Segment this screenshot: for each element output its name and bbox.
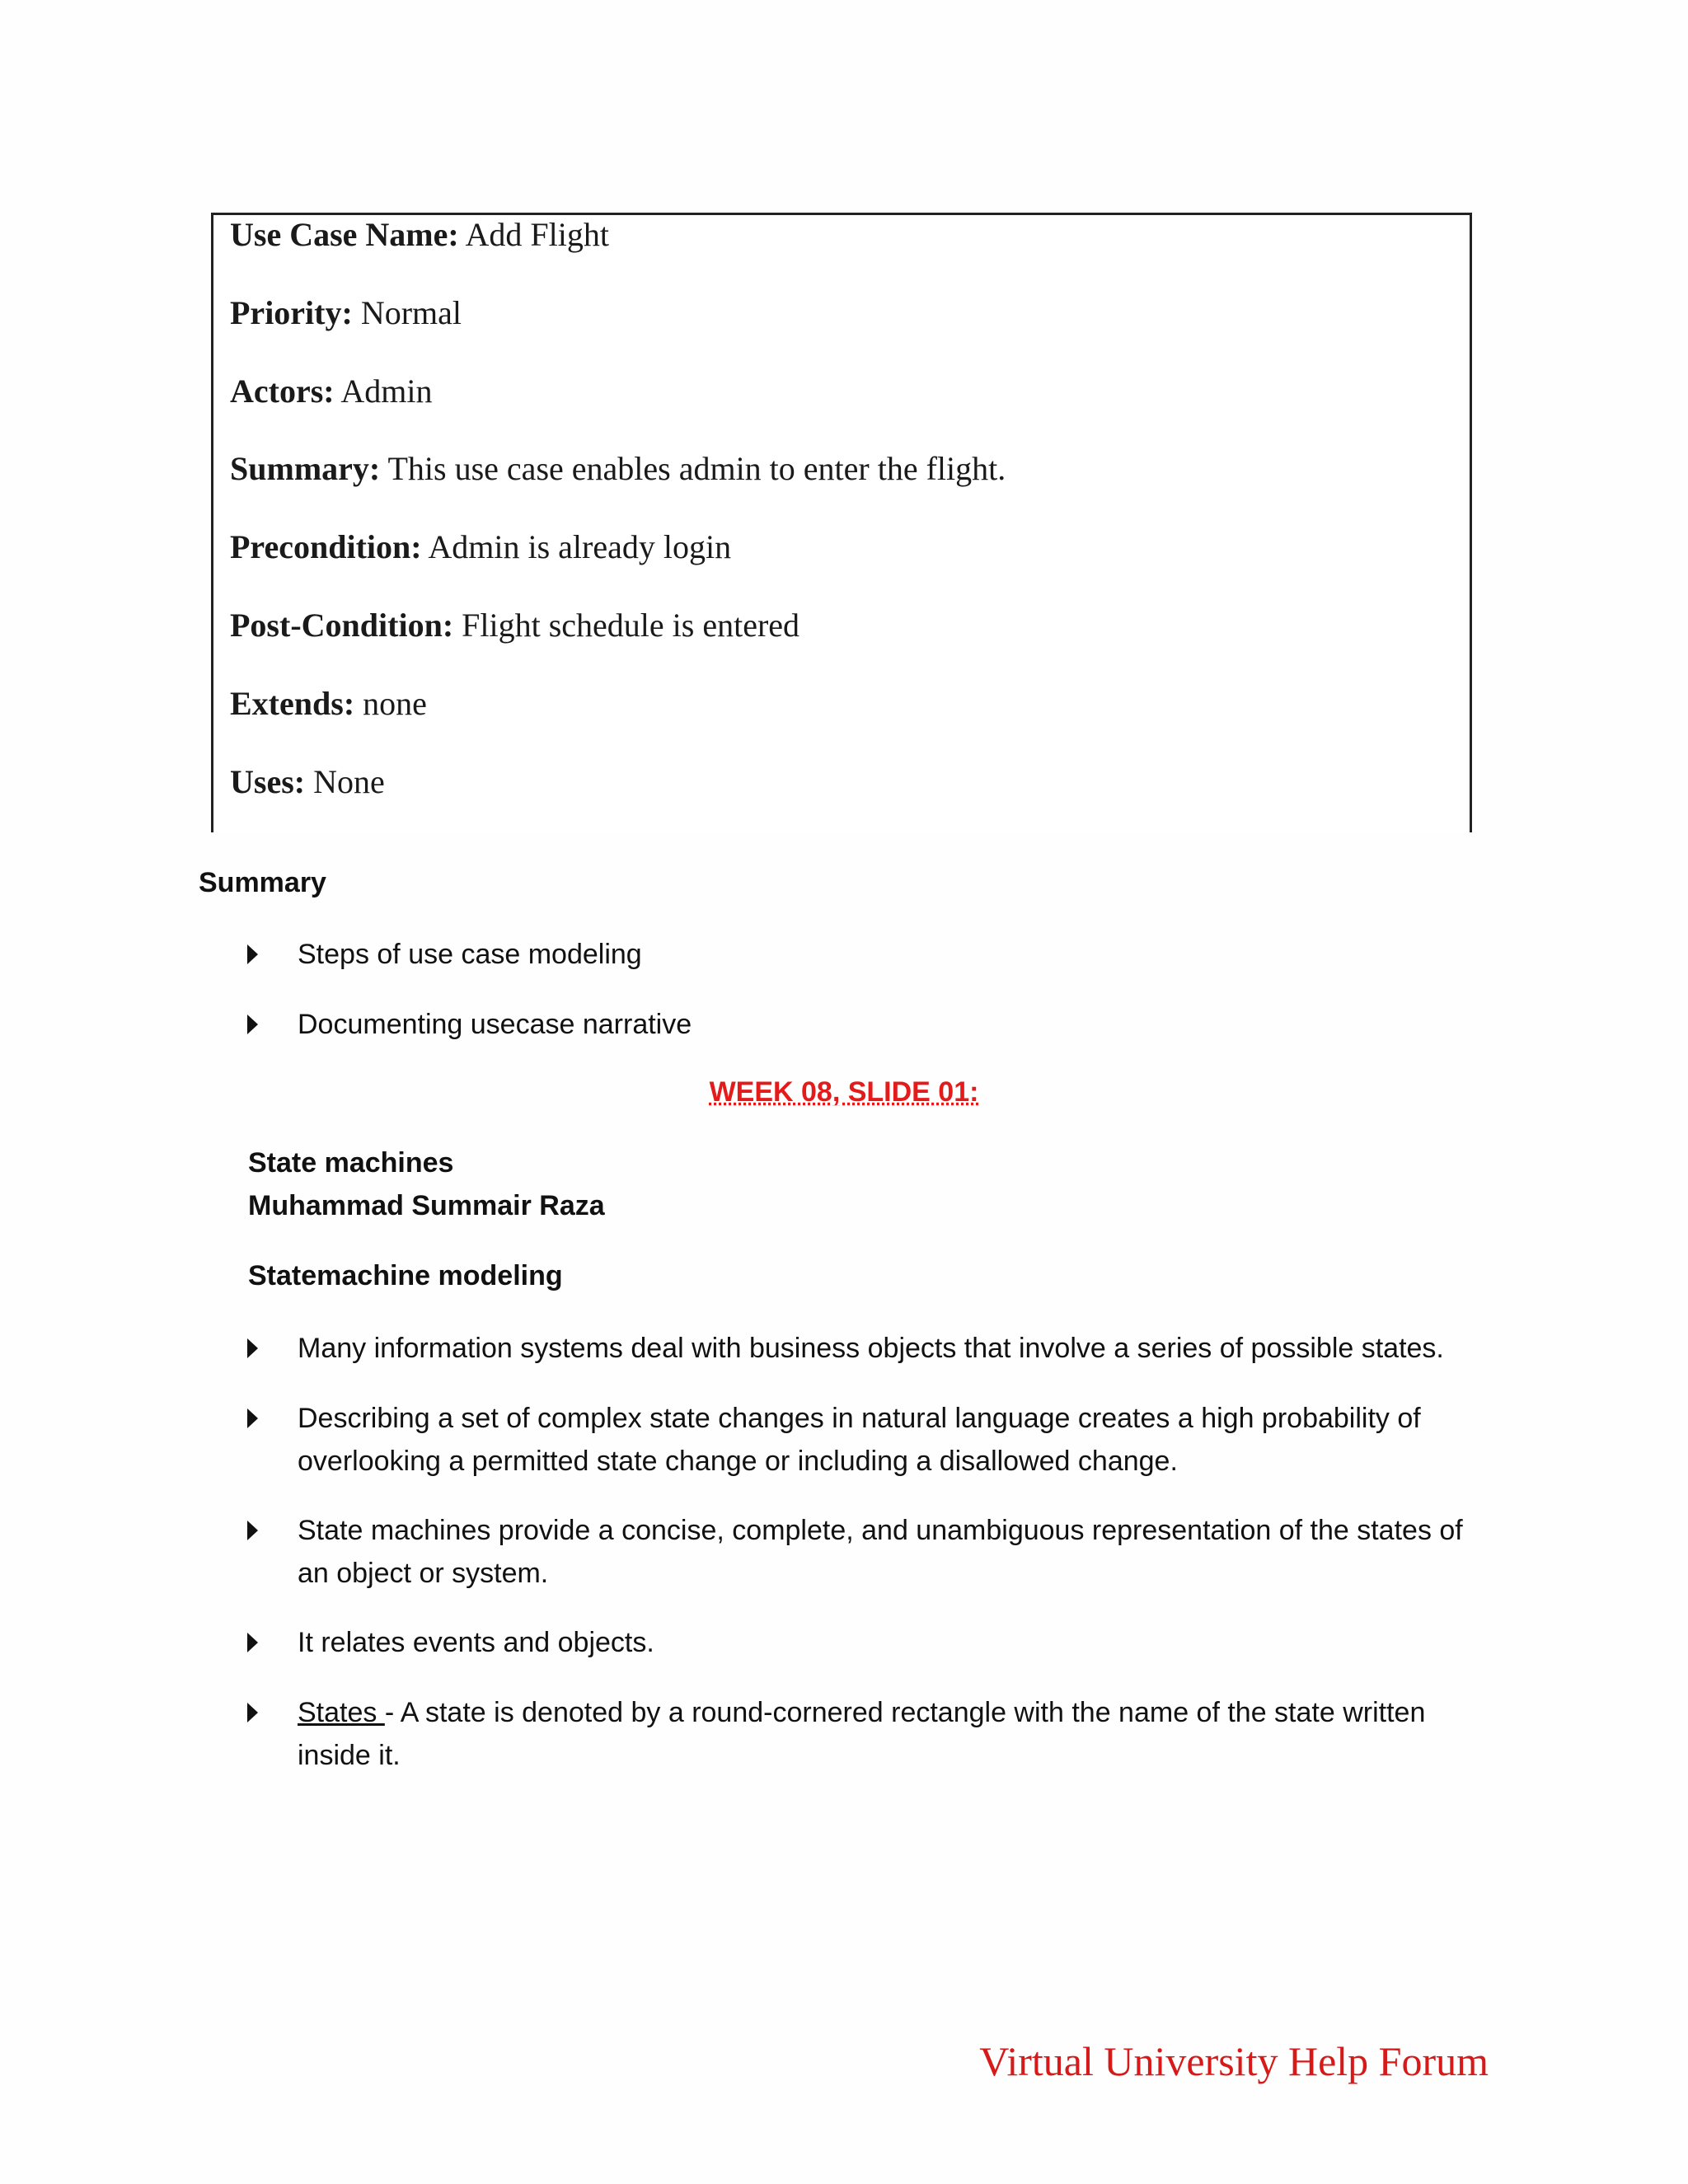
precondition-value: Admin is already login <box>421 528 732 565</box>
summary-value: This use case enables admin to enter the flight. <box>380 450 1006 487</box>
bullet-arrow-icon <box>247 944 258 964</box>
precondition-label: Precondition: <box>230 528 422 565</box>
summary-row <box>230 449 1006 488</box>
extends-row <box>230 684 427 723</box>
postcondition-label: Post-Condition: <box>230 607 454 644</box>
bullet-arrow-icon <box>247 1521 258 1540</box>
lecture-item-text: State machines provide a concise, complete, and unambiguous representation of the states of an object or system. <box>298 1515 1463 1589</box>
priority-value: Normal <box>352 294 462 331</box>
use-case-table <box>211 213 1472 832</box>
summary-list-item <box>247 933 1484 976</box>
lecture-item-text: Describing a set of complex state changes in natural language creates a high probability of overlooking a permitted state change or including a disallowed change. <box>298 1403 1421 1477</box>
section-heading: Statemachine modeling <box>248 1260 563 1291</box>
lecture-list-item <box>247 1621 1484 1664</box>
summary-label: Summary: <box>230 450 381 487</box>
actors-value: Admin <box>334 373 433 410</box>
lecture-list-item <box>247 1691 1484 1777</box>
lecture-list-item <box>247 1397 1484 1483</box>
lecture-item-text: It relates events and objects. <box>298 1627 654 1658</box>
postcondition-row <box>230 606 799 644</box>
uses-label: Uses: <box>230 763 306 800</box>
bullet-arrow-icon <box>247 1338 258 1358</box>
summary-item-text: Documenting usecase narrative <box>298 1009 692 1040</box>
uses-value: None <box>305 763 385 800</box>
uses-row <box>230 762 385 801</box>
priority-label: Priority: <box>230 294 353 331</box>
bullet-arrow-icon <box>247 1633 258 1652</box>
lecture-title: State machines <box>248 1147 454 1179</box>
week-slide-heading <box>0 1076 1688 1108</box>
actors-label: Actors: <box>230 373 335 410</box>
bullet-arrow-icon <box>247 1015 258 1034</box>
summary-list-item <box>247 1003 1484 1046</box>
states-term: States <box>298 1697 385 1728</box>
lecture-list-item <box>247 1509 1484 1595</box>
priority-row <box>230 293 462 332</box>
extends-value: none <box>354 685 427 722</box>
precondition-row <box>230 527 731 566</box>
footer-brand: Virtual University Help Forum <box>979 2038 1489 2084</box>
postcondition-value: Flight schedule is entered <box>453 607 800 644</box>
lecture-item-text: Many information systems deal with business objects that involve a series of possible states. <box>298 1333 1444 1364</box>
states-item-text <box>298 1691 1484 1777</box>
bullet-arrow-icon <box>247 1703 258 1722</box>
lecture-author: Muhammad Summair Raza <box>248 1190 605 1221</box>
use-case-name-label: Use Case Name: <box>230 216 459 253</box>
lecture-list-item <box>247 1327 1484 1370</box>
bullet-arrow-icon <box>247 1408 258 1428</box>
summary-heading: Summary <box>199 867 326 898</box>
summary-item-text: Steps of use case modeling <box>298 939 642 970</box>
use-case-name-value: Add Flight <box>458 216 609 253</box>
use-case-name-row <box>230 215 609 254</box>
week-slide-heading-text: WEEK 08, SLIDE 01: <box>709 1076 979 1108</box>
actors-row <box>230 372 433 410</box>
extends-label: Extends: <box>230 685 355 722</box>
states-description: - A state is denoted by a round-cornered rectangle with the name of the state written inside it. <box>298 1697 1426 1771</box>
